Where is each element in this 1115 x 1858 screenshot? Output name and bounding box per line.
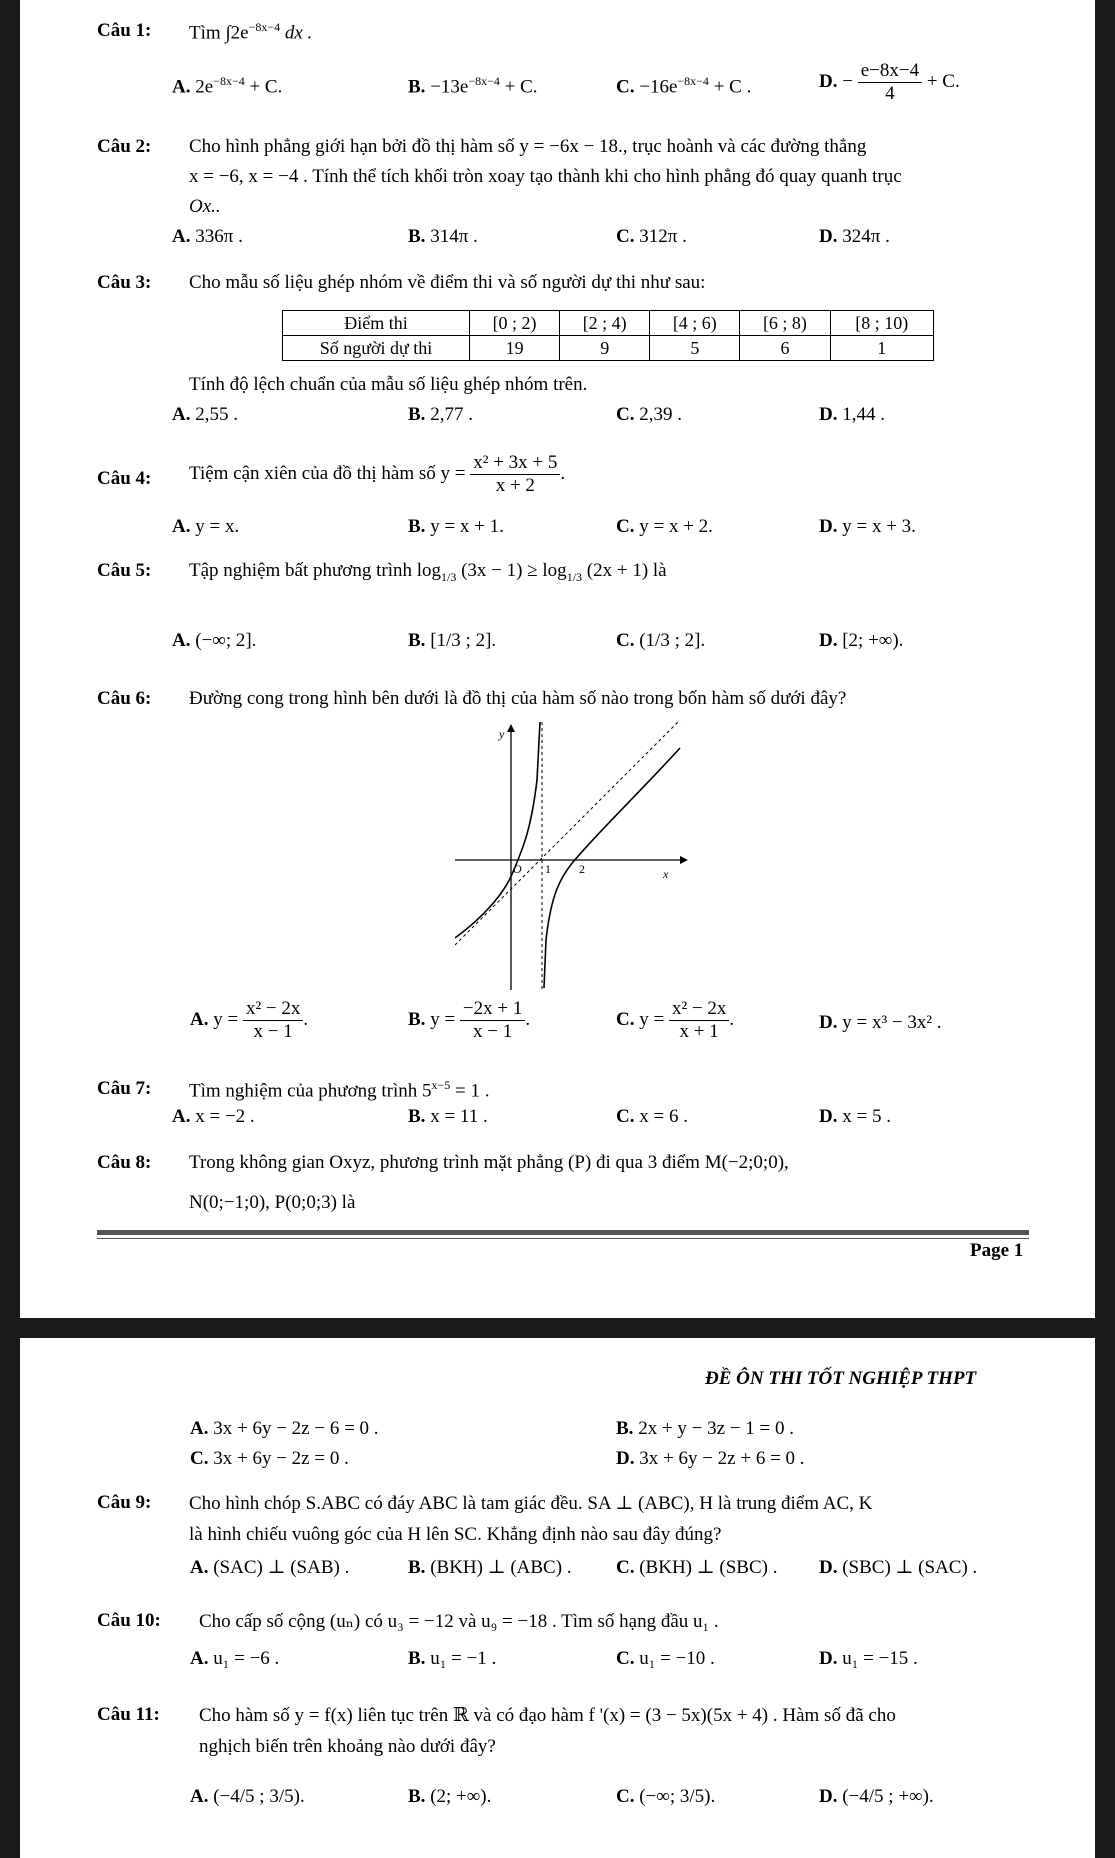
page-number: Page 1 [970, 1240, 1024, 1261]
q4-d-letter: D. [819, 516, 838, 537]
table-cell: 19 [470, 336, 560, 361]
q1-a-letter: A. [172, 76, 191, 98]
q4-num: x² + 3x + 5 [470, 452, 560, 475]
q7-a-letter: A. [172, 1106, 191, 1127]
q1-d-tail: + C. [926, 70, 960, 92]
q9-option-a[interactable] [190, 1556, 349, 1579]
page-gap [0, 1318, 1115, 1338]
q1-d-num: e−8x−4 [858, 60, 922, 83]
q11-option-b[interactable] [408, 1786, 491, 1808]
question-5-label: Câu 5: [97, 560, 152, 581]
question-5-text [189, 560, 667, 585]
q7-b-text: x = 11 . [430, 1106, 488, 1127]
q7-exp: x−5 [431, 1078, 451, 1092]
q1-c-tail: + C . [708, 76, 752, 98]
table-cell: Số người dự thi [283, 336, 470, 361]
q3-option-c[interactable] [616, 404, 682, 426]
q7-d-letter: D. [819, 1106, 838, 1127]
q4-d-text: y = x + 3. [842, 516, 916, 537]
q4-a-text: y = x. [195, 516, 240, 537]
q11-b-letter: B. [408, 1786, 426, 1807]
q7-option-b[interactable] [408, 1106, 488, 1128]
q10-option-c[interactable] [616, 1648, 715, 1670]
q11-option-d[interactable] [819, 1786, 934, 1808]
q9-option-c[interactable] [616, 1556, 777, 1579]
q8-b-letter: B. [616, 1418, 634, 1439]
q8-b-text: 2x + y − 3z − 1 = 0 . [638, 1418, 794, 1439]
table-cell: 5 [650, 336, 740, 361]
table-cell: [6 ; 8) [740, 311, 830, 336]
q4-c-text: y = x + 2. [639, 516, 713, 537]
q8-d-text: 3x + 6y − 2z + 6 = 0 . [639, 1448, 805, 1469]
q3-a-text: 2,55 . [195, 404, 238, 425]
q2-option-d[interactable] [819, 226, 890, 248]
q9-option-b[interactable] [408, 1556, 572, 1579]
q6-b-den: x − 1 [473, 1021, 513, 1042]
q6-b-letter: B. [408, 1008, 426, 1030]
table-row [283, 311, 934, 336]
q8-c-letter: C. [190, 1448, 209, 1469]
q3-d-letter: D. [819, 404, 838, 425]
q11-option-c[interactable] [616, 1786, 715, 1808]
q3-a-letter: A. [172, 404, 191, 425]
q3-c-letter: C. [616, 404, 635, 425]
q5-stem: Tập nghiệm bất phương trình log [189, 560, 442, 581]
q2-a-letter: A. [172, 226, 191, 247]
question-3-label: Câu 3: [97, 272, 152, 293]
q4-b-text: y = x + 1. [430, 516, 504, 537]
question-3-after: Tính độ lệch chuẩn của mẫu số liệu ghép nhóm trên. [189, 374, 588, 395]
q5-mid: (3x − 1) ≥ log [456, 560, 567, 581]
q9-a-text: (SAC) ⊥ (SAB) . [213, 1557, 350, 1578]
question-2-line3: Ox.. [189, 196, 221, 217]
q11-d-letter: D. [819, 1786, 838, 1807]
q11-option-a[interactable] [190, 1786, 305, 1808]
question-11-line2: nghịch biến trên khoảng nào dưới đây? [199, 1736, 496, 1757]
q6-a-letter: A. [190, 1008, 209, 1030]
q1-d-den: 4 [885, 83, 895, 104]
footer-rule-thin [97, 1238, 1029, 1239]
q1-option-d[interactable] [819, 60, 960, 105]
q4-stem: Tiệm cận xiên của đồ thị hàm số y = [189, 462, 466, 484]
q7-option-a[interactable] [172, 1106, 255, 1128]
question-7-label: Câu 7: [97, 1078, 152, 1099]
question-4-text: Tiệm cận xiên của đồ thị hàm số y = $\frac{\text{x² + 3x + 5}}{x + 2}$ . [189, 452, 566, 496]
q5-tail: (2x + 1) là [582, 560, 667, 581]
question-11-label: Câu 11: [97, 1704, 160, 1725]
q9-b-letter: B. [408, 1557, 426, 1578]
q2-option-a[interactable] [172, 226, 243, 248]
question-1-text [189, 20, 312, 44]
table-cell: 6 [740, 336, 830, 361]
q4-option-c[interactable] [616, 516, 713, 538]
graph-right-branch [544, 748, 680, 988]
q8-option-c[interactable] [190, 1448, 349, 1470]
q6-d-letter: D. [819, 1012, 838, 1033]
y-axis-arrow [507, 724, 515, 732]
q4-den: x + 2 [495, 475, 535, 496]
q1-dx: dx . [280, 22, 313, 44]
q7-c-letter: C. [616, 1106, 635, 1127]
x-tick-2: 2 [579, 862, 585, 876]
q3-option-d[interactable] [819, 404, 885, 426]
q3-c-text: 2,39 . [639, 404, 682, 425]
question-4-label: Câu 4: [97, 468, 152, 489]
q6-c-fraction [669, 998, 729, 1043]
q6-a-den: x − 1 [253, 1021, 293, 1042]
q3-b-text: 2,77 . [430, 404, 473, 425]
q8-d-letter: D. [616, 1448, 635, 1469]
right-frame-bar [1095, 0, 1115, 1858]
question-3-text: Cho mẫu số liệu ghép nhóm về điểm thi và số người dự thi như sau: [189, 272, 706, 293]
question-6-label: Câu 6: [97, 688, 152, 709]
question-7-text [189, 1078, 490, 1102]
question-11-line1: Cho hàm số y = f(x) liên tục trên ℝ và có đạo hàm f '(x) = (3 − 5x)(5x + 4) . Hàm số đã cho [199, 1705, 896, 1726]
q5-option-c[interactable] [616, 630, 705, 652]
q7-option-d[interactable] [819, 1106, 891, 1128]
question-6-text: Đường cong trong hình bên dưới là đồ thị của hàm số nào trong bốn hàm số dưới đây? [189, 688, 847, 709]
left-frame-bar [0, 0, 20, 1858]
question-10-text: Cho cấp số cộng (uₙ) có u₃ = −12 và u₉ = −18 . Tìm số hạng đầu u₁ . [199, 1611, 719, 1632]
question-2-line1: Cho hình phẳng giới hạn bởi đồ thị hàm số y = −6x − 18., trục hoành và các đường thẳng [189, 136, 867, 157]
question-2-label: Câu 2: [97, 136, 152, 157]
page-2 [0, 1338, 1115, 1858]
q10-b-text: u₁ = −1 . [430, 1648, 497, 1669]
q11-b-text: (2; +∞). [430, 1786, 492, 1807]
q1-b-letter: B. [408, 76, 426, 98]
q6-a-pre: y = [213, 1008, 239, 1030]
q1-d-minus: − [842, 70, 853, 92]
q1-b-exp: −8x−4 [468, 74, 500, 88]
q7-option-c[interactable] [616, 1106, 688, 1128]
q5-c-letter: C. [616, 630, 635, 651]
q1-c-base: −16e [639, 76, 678, 98]
table-cell: 9 [560, 336, 650, 361]
q2-option-c[interactable] [616, 226, 687, 248]
q6-b-num: −2x + 1 [460, 998, 525, 1021]
q8-option-b[interactable] [616, 1418, 794, 1440]
q9-b-text: (BKH) ⊥ (ABC) . [430, 1557, 572, 1578]
x-axis-label: x [663, 867, 669, 881]
q9-d-text: (SBC) ⊥ (SAC) . [842, 1557, 978, 1578]
q6-c-den: x + 1 [679, 1021, 719, 1042]
q4-b-letter: B. [408, 516, 426, 537]
question-10-label: Câu 10: [97, 1610, 161, 1631]
q6-a-num: x² − 2x [243, 998, 303, 1021]
q3-d-text: 1,44 . [842, 404, 885, 425]
function-graph [455, 720, 695, 990]
q2-b-text: 314π . [430, 226, 478, 247]
q8-option-d[interactable] [616, 1448, 805, 1470]
q5-base2: 1/3 [566, 569, 583, 584]
q6-option-b[interactable]: B. y = $\frac{-2x + 1}{x - 1}$ . [408, 998, 531, 1042]
question-9-label: Câu 9: [97, 1492, 152, 1513]
q1-option-b[interactable] [408, 74, 538, 98]
data-table [282, 310, 934, 361]
q1-c-letter: C. [616, 76, 635, 98]
q7-d-text: x = 5 . [842, 1106, 891, 1127]
question-8-label: Câu 8: [97, 1152, 152, 1173]
q4-c-letter: C. [616, 516, 635, 537]
table-cell: Điểm thi [283, 311, 470, 336]
q10-c-text: u₁ = −10 . [639, 1648, 715, 1669]
q9-c-letter: C. [616, 1557, 635, 1578]
q5-d-letter: D. [819, 630, 838, 651]
q2-c-text: 312π . [639, 226, 687, 247]
q3-b-letter: B. [408, 404, 426, 425]
q9-a-letter: A. [190, 1557, 209, 1578]
q6-option-d[interactable] [819, 1012, 942, 1034]
question-9-line1: Cho hình chóp S.ABC có đáy ABC là tam giác đều. SA ⊥ (ABC), H là trung điểm AC, K [189, 1493, 873, 1514]
table-cell: [4 ; 6) [650, 311, 740, 336]
q11-a-letter: A. [190, 1786, 209, 1807]
q1-stem: Tìm ∫2e [189, 22, 249, 44]
q6-a-fraction [243, 998, 303, 1043]
q3-option-a[interactable] [172, 404, 238, 426]
q10-b-letter: B. [408, 1648, 426, 1669]
question-8-line2: N(0;−1;0), P(0;0;3) là [189, 1192, 356, 1213]
q5-option-b[interactable] [408, 630, 496, 652]
oblique-asymptote [455, 720, 680, 945]
q4-option-a[interactable] [172, 516, 239, 538]
q1-b-base: −13e [430, 76, 469, 98]
q5-a-text: (−∞; 2]. [195, 630, 257, 651]
table-cell: [2 ; 4) [560, 311, 650, 336]
q1-exp: −8x−4 [248, 20, 281, 34]
q10-c-letter: C. [616, 1648, 635, 1669]
q11-d-text: (−4/5 ; +∞). [842, 1786, 934, 1807]
q9-d-letter: D. [819, 1557, 838, 1578]
question-8-line1: Trong không gian Oxyz, phương trình mặt phẳng (P) đi qua 3 điểm M(−2;0;0), [189, 1152, 789, 1173]
q2-d-letter: D. [819, 226, 838, 247]
q5-b-text: [1/3 ; 2]. [430, 630, 497, 651]
q6-option-a[interactable]: A. y = $\frac{\text{x² − 2x}}{x - 1}$ . [190, 998, 309, 1042]
q11-c-text: (−∞; 3/5). [639, 1786, 716, 1807]
x-tick-1: 1 [545, 862, 551, 876]
q5-b-letter: B. [408, 630, 426, 651]
table-cell: 1 [830, 336, 934, 361]
q10-option-a[interactable] [190, 1648, 279, 1670]
q5-a-letter: A. [172, 630, 191, 651]
q2-a-text: 336π . [195, 226, 243, 247]
page-2-header: ĐỀ ÔN THI TỐT NGHIỆP THPT [705, 1368, 977, 1389]
q11-a-text: (−4/5 ; 3/5). [213, 1786, 305, 1807]
q3-option-b[interactable] [408, 404, 473, 426]
q8-option-a[interactable] [190, 1418, 379, 1440]
q1-b-tail: + C. [499, 76, 538, 98]
question-2-line2: x = −6, x = −4 . Tính thể tích khối tròn xoay tạo thành khi cho hình phẳng đó quay quanh trục [189, 166, 902, 187]
q1-a-base: 2e [195, 76, 214, 98]
q2-b-letter: B. [408, 226, 426, 247]
q1-option-c[interactable] [616, 74, 751, 98]
q10-option-b[interactable] [408, 1648, 496, 1670]
footer-rule-thick [97, 1230, 1029, 1235]
table-cell: [0 ; 2) [470, 311, 560, 336]
question-1-label: Câu 1: [97, 20, 152, 41]
q10-d-text: u₁ = −15 . [842, 1648, 918, 1669]
q10-d-letter: D. [819, 1648, 838, 1669]
question-9-line2: là hình chiếu vuông góc của H lên SC. Khẳng định nào sau đây đúng? [189, 1524, 722, 1545]
q9-c-text: (BKH) ⊥ (SBC) . [639, 1557, 778, 1578]
x-axis-arrow [680, 856, 688, 864]
q1-c-exp: −8x−4 [677, 74, 709, 88]
q4-fraction [470, 452, 560, 497]
q6-d-text: y = x³ − 3x² . [842, 1012, 942, 1033]
q1-a-exp: −8x−4 [213, 74, 245, 88]
q8-a-letter: A. [190, 1418, 209, 1439]
q7-c-text: x = 6 . [639, 1106, 688, 1127]
table-row [283, 336, 934, 361]
q6-c-letter: C. [616, 1008, 635, 1030]
q7-tail: = 1 . [450, 1080, 490, 1102]
origin-label: O [513, 862, 522, 876]
q9-option-d[interactable] [819, 1556, 977, 1579]
q10-option-d[interactable] [819, 1648, 918, 1670]
table-cell: [8 ; 10) [830, 311, 934, 336]
q4-a-letter: A. [172, 516, 191, 537]
q1-a-tail: + C. [244, 76, 283, 98]
q8-a-text: 3x + 6y − 2z − 6 = 0 . [213, 1418, 379, 1439]
q5-c-text: (1/3 ; 2]. [639, 630, 706, 651]
q10-a-letter: A. [190, 1648, 209, 1669]
q5-d-text: [2; +∞). [842, 630, 904, 651]
q6-c-num: x² − 2x [669, 998, 729, 1021]
q5-option-d[interactable] [819, 630, 903, 652]
q1-d-letter: D. [819, 70, 838, 92]
y-axis-label: y [499, 727, 505, 741]
q7-a-text: x = −2 . [195, 1106, 255, 1127]
q5-option-a[interactable] [172, 630, 256, 652]
graph-left-branch [455, 722, 540, 938]
q5-base1: 1/3 [441, 569, 457, 584]
q6-b-pre: y = [430, 1008, 456, 1030]
q7-stem: Tìm nghiệm của phương trình 5 [189, 1080, 432, 1102]
q7-b-letter: B. [408, 1106, 426, 1127]
q2-d-text: 324π . [842, 226, 890, 247]
q2-c-letter: C. [616, 226, 635, 247]
q1-option-a[interactable] [172, 74, 282, 98]
q2-option-b[interactable] [408, 226, 478, 248]
q6-b-fraction [460, 998, 525, 1043]
q6-c-pre: y = [639, 1008, 665, 1030]
q4-option-b[interactable] [408, 516, 504, 538]
q10-a-text: u₁ = −6 . [213, 1648, 280, 1669]
q8-c-text: 3x + 6y − 2z = 0 . [213, 1448, 349, 1469]
q4-option-d[interactable] [819, 516, 916, 538]
q1-d-fraction [858, 60, 922, 105]
q6-option-c[interactable]: C. y = $\frac{\text{x² − 2x}}{x + 1}$ . [616, 998, 735, 1042]
q11-c-letter: C. [616, 1786, 635, 1807]
